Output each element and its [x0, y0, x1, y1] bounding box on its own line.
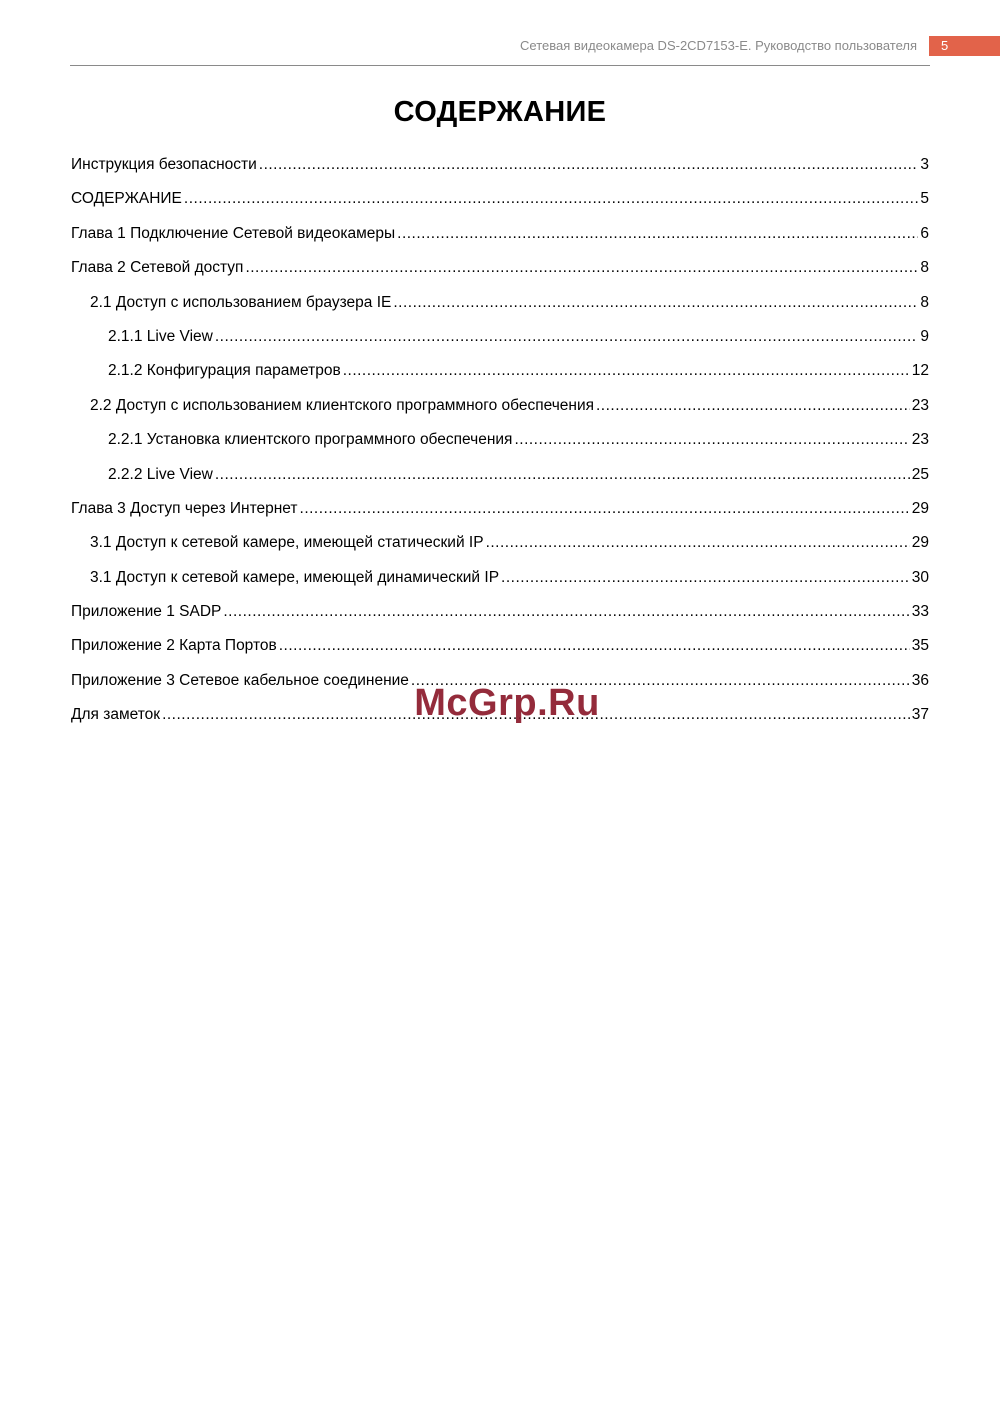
toc-entry-label: 2.2.1 Установка клиентского программного обеспечения [108, 431, 513, 449]
toc-entry-page: 5 [920, 190, 929, 208]
toc-entry-page: 3 [920, 156, 929, 173]
toc-entry[interactable] [71, 397, 929, 431]
toc-leader-dots [215, 328, 919, 346]
toc-entry-page: 23 [911, 431, 929, 449]
toc-heading: СОДЕРЖАНИЕ [393, 96, 607, 128]
toc-entry[interactable] [71, 534, 929, 568]
toc-entry-page: 37 [911, 706, 929, 724]
toc-entry-label: Глава 1 Подключение Сетевой видеокамеры [71, 224, 396, 242]
toc-leader-dots [184, 190, 918, 208]
toc-entry[interactable] [71, 637, 929, 671]
page-header [0, 36, 1000, 60]
toc-leader-dots [162, 706, 910, 724]
toc-entry-label: Приложение 2 Карта Портов [71, 637, 277, 655]
toc-entry-page: 6 [920, 224, 929, 242]
toc-entry[interactable] [71, 156, 929, 190]
toc-entry-label: 3.1 Доступ к сетевой камере, имеющей динамический IP [90, 568, 500, 586]
toc-entry-label: Приложение 1 SADP [71, 603, 222, 621]
toc-leader-dots [245, 259, 918, 277]
toc-entry-label: 3.1 Доступ к сетевой камере, имеющей статический IP [90, 534, 484, 552]
toc-leader-dots [300, 500, 910, 518]
header-divider [70, 65, 930, 66]
toc-entry[interactable] [71, 225, 929, 259]
toc-leader-dots [397, 225, 918, 243]
toc-entry[interactable] [71, 500, 929, 534]
toc-leader-dots [223, 603, 909, 621]
toc-entry-page: 35 [911, 637, 929, 655]
toc-entry[interactable] [71, 259, 929, 293]
toc-entry-label: Глава 3 Доступ через Интернет [71, 499, 298, 517]
toc-entry[interactable] [71, 603, 929, 637]
toc-entry-label: 2.1 Доступ с использованием браузера IE [90, 293, 392, 311]
toc-entry[interactable] [71, 706, 929, 740]
toc-entry[interactable] [71, 362, 929, 396]
header-page-number: 5 [929, 36, 1000, 56]
toc-leader-dots [393, 294, 918, 312]
header-title: Сетевая видеокамера DS-2CD7153-E. Руководство пользователя [520, 38, 917, 53]
toc-list [71, 156, 929, 741]
toc-entry-page: 8 [920, 259, 929, 277]
toc-entry-page: 29 [911, 499, 929, 517]
toc-entry[interactable] [71, 294, 929, 328]
watermark-logo: McGrp.Ru [414, 682, 600, 724]
toc-leader-dots [215, 466, 910, 484]
toc-entry[interactable] [71, 466, 929, 500]
toc-entry[interactable] [71, 190, 929, 224]
toc-entry-page: 33 [911, 603, 929, 621]
toc-entry-label: Инструкция безопасности [71, 156, 257, 173]
toc-entry-label: 2.2.2 Live View [108, 465, 213, 483]
toc-leader-dots [343, 362, 910, 380]
toc-leader-dots [259, 156, 919, 174]
toc-leader-dots [279, 637, 910, 655]
toc-entry-page: 23 [911, 396, 929, 414]
toc-leader-dots [411, 672, 910, 690]
toc-leader-dots [501, 569, 910, 587]
toc-entry-label: СОДЕРЖАНИЕ [71, 190, 182, 208]
toc-entry-label: Глава 2 Сетевой доступ [71, 259, 244, 277]
toc-entry-label: 2.1.2 Конфигурация параметров [108, 362, 341, 380]
toc-leader-dots [486, 534, 910, 552]
toc-entry-label: Для заметок [71, 706, 161, 724]
toc-entry-page: 8 [920, 293, 929, 311]
toc-entry-page: 9 [920, 327, 929, 345]
toc-leader-dots [596, 397, 910, 415]
toc-entry[interactable] [71, 328, 929, 362]
toc-entry-page: 12 [911, 362, 929, 380]
toc-entry[interactable] [71, 431, 929, 465]
toc-entry-label: 2.1.1 Live View [108, 327, 213, 345]
toc-entry-label: Приложение 3 Сетевое кабельное соединение [71, 671, 409, 689]
toc-entry-page: 36 [911, 671, 929, 689]
toc-leader-dots [514, 431, 909, 449]
toc-entry-page: 29 [911, 534, 929, 552]
toc-entry-label: 2.2 Доступ с использованием клиентского программного обеспечения [90, 396, 594, 414]
toc-entry[interactable] [71, 569, 929, 603]
toc-entry-page: 30 [911, 568, 929, 586]
toc-entry[interactable] [71, 672, 929, 706]
toc-entry-page: 25 [911, 465, 929, 483]
